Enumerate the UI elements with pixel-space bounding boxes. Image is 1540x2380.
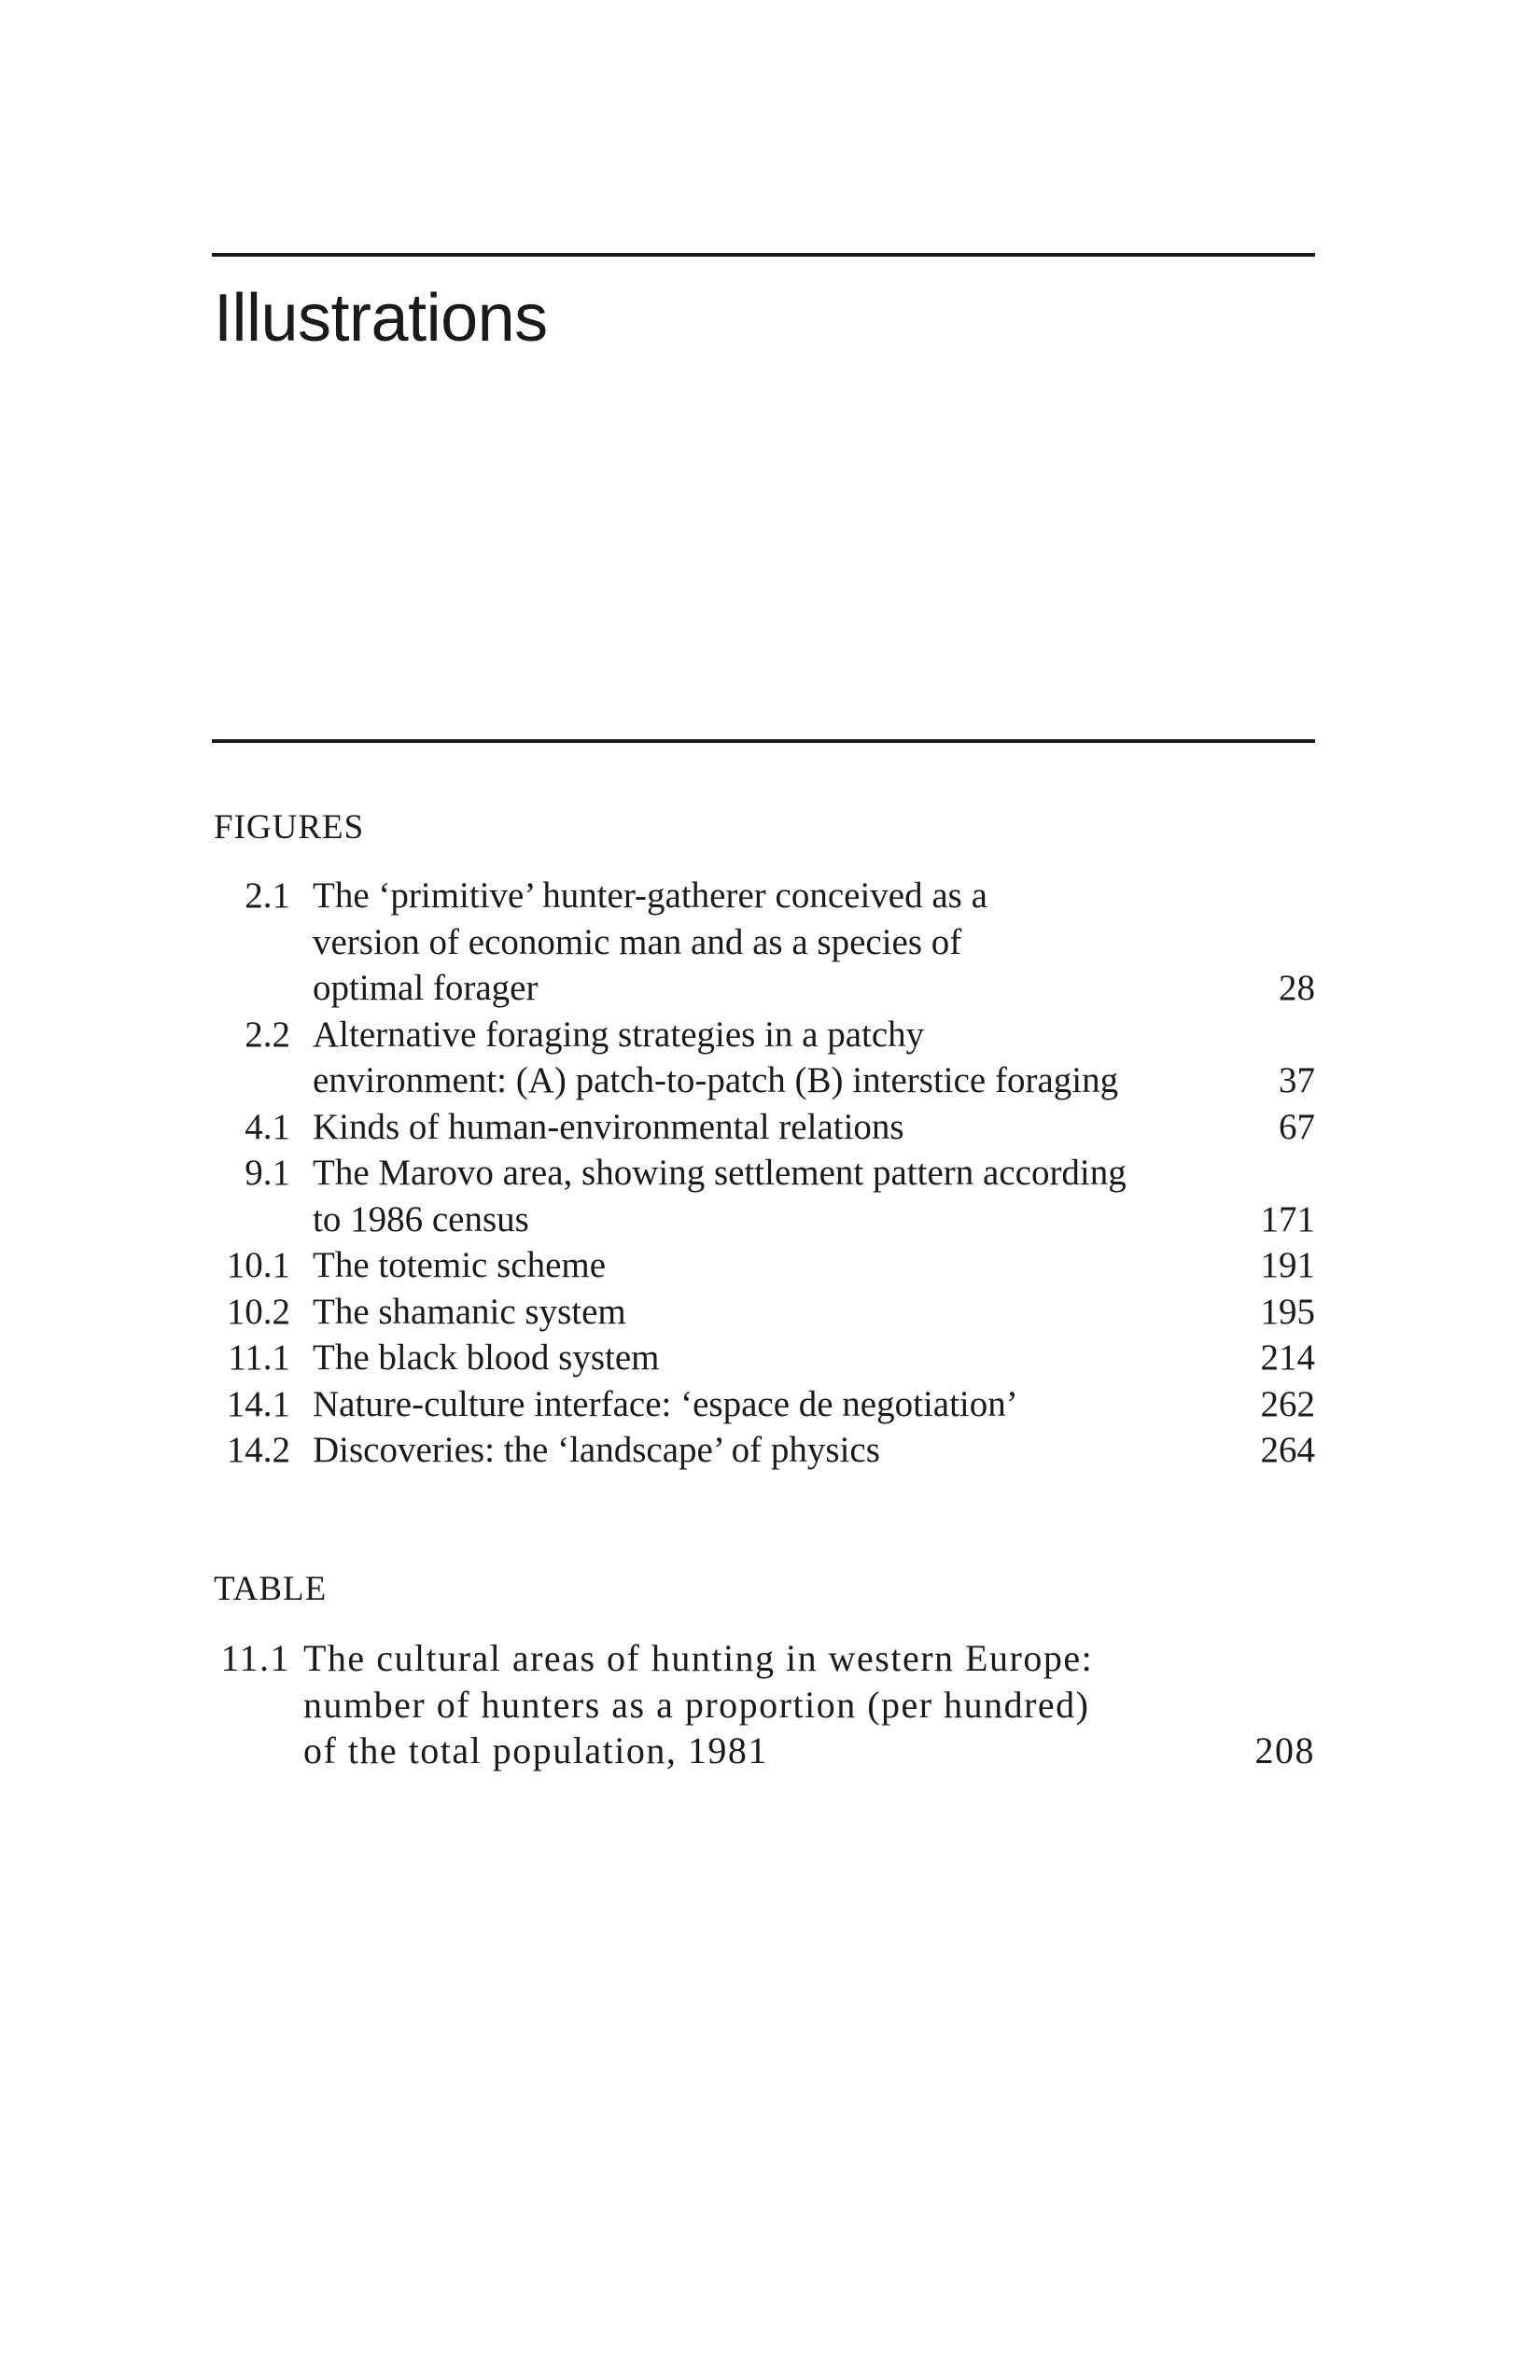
entry-page-number: 208 bbox=[1254, 1729, 1315, 1771]
caption-line: to 1986 census bbox=[313, 1198, 529, 1239]
entry-number: 11.1 bbox=[228, 1337, 290, 1378]
caption-line: The black blood system bbox=[313, 1337, 660, 1378]
entry-page-number: 264 bbox=[1260, 1430, 1315, 1470]
caption-line: The shamanic system bbox=[313, 1291, 626, 1332]
entry-caption bbox=[313, 1381, 1250, 1428]
entry-page-number: 28 bbox=[1279, 968, 1315, 1008]
caption-line: number of hunters as a proportion (per hundred) bbox=[303, 1683, 1090, 1726]
entry-number: 14.1 bbox=[226, 1383, 290, 1424]
caption-line: Discoveries: the ‘landscape’ of physics bbox=[313, 1430, 880, 1470]
section-rule bbox=[212, 739, 1315, 743]
list-item bbox=[212, 1289, 1315, 1336]
caption-line: Alternative foraging strategies in a patchy bbox=[313, 1014, 925, 1055]
list-item bbox=[212, 1381, 1315, 1428]
caption-line: version of economic man and as a species of bbox=[313, 921, 962, 962]
entry-page-number: 191 bbox=[1260, 1245, 1315, 1285]
entry-number: 4.1 bbox=[245, 1106, 290, 1147]
list-item bbox=[212, 1635, 1315, 1774]
entry-caption bbox=[313, 1289, 1250, 1336]
entry-page-number: 171 bbox=[1260, 1198, 1315, 1239]
page-title: Illustrations bbox=[214, 281, 548, 356]
entry-page-number: 195 bbox=[1260, 1291, 1315, 1332]
list-item bbox=[212, 1104, 1315, 1151]
entry-page-number: 67 bbox=[1279, 1106, 1315, 1147]
entry-caption bbox=[313, 1335, 1250, 1381]
entry-page-number: 262 bbox=[1260, 1383, 1315, 1424]
entry-number: 11.1 bbox=[220, 1637, 290, 1679]
caption-line: The totemic scheme bbox=[313, 1245, 607, 1285]
caption-line: of the total population, 1981 bbox=[303, 1729, 768, 1771]
list-item bbox=[212, 1335, 1315, 1381]
entry-page-number: 214 bbox=[1260, 1337, 1315, 1378]
entry-caption bbox=[313, 873, 1250, 1012]
caption-line: The cultural areas of hunting in western Europe: bbox=[303, 1637, 1094, 1679]
caption-line: environment: (A) patch-to-patch (B) interstice foraging bbox=[313, 1060, 1119, 1100]
entry-number: 14.2 bbox=[226, 1430, 290, 1470]
caption-line: The Marovo area, showing settlement pattern according bbox=[313, 1153, 1127, 1193]
caption-line: optimal forager bbox=[313, 968, 539, 1008]
entry-number: 9.1 bbox=[245, 1153, 290, 1193]
table-list bbox=[212, 1635, 1315, 1774]
list-item bbox=[212, 1427, 1315, 1474]
entry-caption bbox=[303, 1635, 1250, 1774]
entry-caption bbox=[313, 1242, 1250, 1289]
entry-page-number: 37 bbox=[1279, 1060, 1315, 1100]
list-item bbox=[212, 1150, 1315, 1242]
caption-line: Kinds of human-environmental relations bbox=[313, 1106, 904, 1147]
list-item bbox=[212, 1242, 1315, 1289]
entry-caption bbox=[313, 1150, 1250, 1242]
entry-caption bbox=[313, 1427, 1250, 1474]
figures-heading: FIGURES bbox=[214, 808, 365, 847]
caption-line: Nature-culture interface: ‘espace de negotiation’ bbox=[313, 1383, 1018, 1424]
entry-caption bbox=[313, 1012, 1250, 1104]
entry-number: 10.2 bbox=[226, 1291, 290, 1332]
list-item bbox=[212, 873, 1315, 1012]
table-heading: TABLE bbox=[214, 1570, 328, 1608]
top-rule bbox=[212, 253, 1315, 257]
entry-caption bbox=[313, 1104, 1250, 1151]
figures-list bbox=[212, 873, 1315, 1474]
entry-number: 2.1 bbox=[245, 875, 290, 916]
caption-line: The ‘primitive’ hunter-gatherer conceived as a bbox=[313, 875, 987, 916]
list-item bbox=[212, 1012, 1315, 1104]
entry-number: 10.1 bbox=[226, 1245, 290, 1285]
entry-number: 2.2 bbox=[245, 1014, 290, 1055]
